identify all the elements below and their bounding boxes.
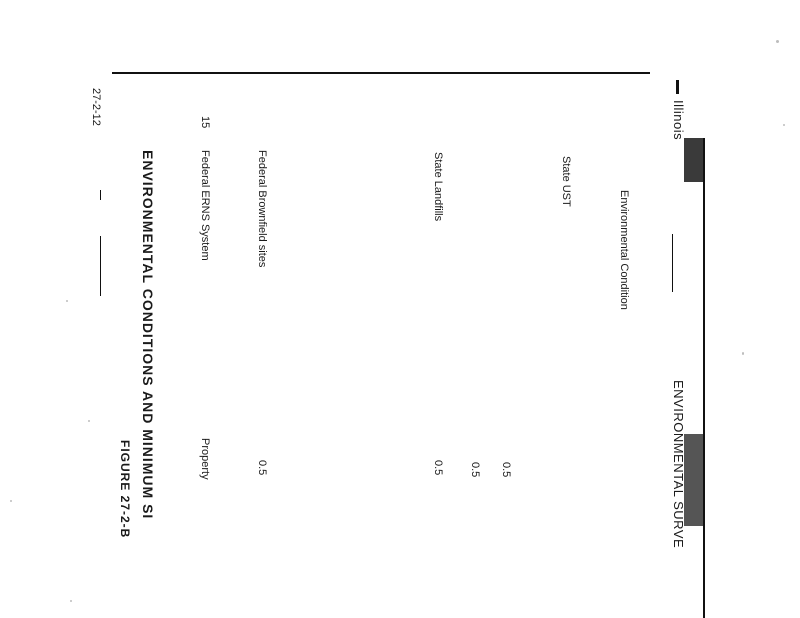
footer-tick (100, 190, 101, 200)
row-value-2: 0.5 (469, 462, 481, 478)
row-value-federal-brownfield: 0.5 (256, 460, 268, 476)
header-dark-band (684, 434, 704, 526)
row-number-15: 15 (199, 116, 211, 129)
section-title: ENVIRONMENTAL SURVE (671, 380, 686, 549)
header-divider-line (112, 72, 650, 74)
scan-speck (10, 500, 12, 502)
header-dark-tab (684, 138, 704, 182)
footer-rule (100, 236, 101, 296)
row-condition-federal-erns: Federal ERNS System (199, 150, 211, 261)
right-edge-rule (703, 138, 705, 618)
scan-speck (776, 40, 779, 43)
header-small-rule (672, 234, 673, 292)
row-condition-state-ust: State UST (560, 156, 572, 207)
header-tick (676, 80, 679, 94)
scan-speck (88, 420, 90, 422)
scan-speck (783, 124, 785, 126)
row-value-state-landfills: 0.5 (432, 460, 444, 476)
caption-title: ENVIRONMENTAL CONDITIONS AND MINIMUM SI (140, 150, 156, 520)
scan-speck (66, 300, 68, 302)
scan-speck (742, 352, 744, 355)
figure-label: FIGURE 27-2-B (118, 440, 132, 539)
row-condition-federal-brownfield: Federal Brownfield sites (256, 150, 268, 268)
page-number: 27-2-12 (90, 88, 102, 126)
scan-speck (70, 600, 72, 602)
column-header-environmental-condition: Environmental Condition (618, 190, 630, 310)
row-value-federal-erns: Property (199, 438, 211, 480)
state-label: Illinois (671, 100, 686, 141)
row-condition-state-landfills: State Landfills (432, 152, 444, 222)
row-value-state-ust: 0.5 (500, 462, 512, 478)
